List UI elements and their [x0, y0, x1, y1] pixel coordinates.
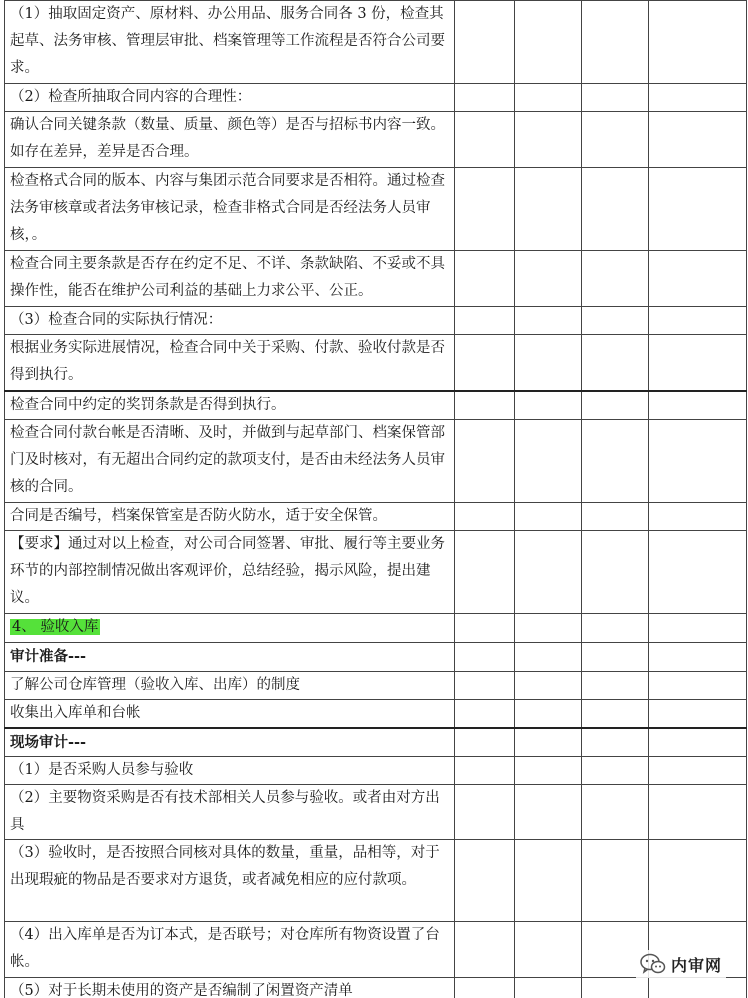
item-text: （1）是否采购人员参与验收	[10, 761, 194, 778]
check-cell[interactable]	[582, 784, 649, 839]
check-cell[interactable]	[455, 307, 515, 335]
item-text: （3）验收时，是否按照合同核对具体的数量，重量，品相等，对于出现瑕疵的物品是否要求对方退货，或者减免相应的应付款项。	[10, 844, 440, 888]
check-cell[interactable]	[515, 530, 582, 613]
item-cell	[5, 419, 455, 502]
check-cell[interactable]	[582, 530, 649, 613]
item-text: 【要求】通过对以上检查，对公司合同签署、审批、履行等主要业务环节的内部控制情况做出客观评价，总结经验，揭示风险，提出建议。	[10, 535, 445, 606]
table-row	[5, 642, 747, 671]
table-row	[5, 335, 747, 391]
table-row	[5, 530, 747, 613]
item-text: 检查格式合同的版本、内容与集团示范合同要求是否相符。通过检查法务审核章或者法务审核记录，检查非格式合同是否经法务人员审核，。	[10, 173, 445, 243]
check-cell[interactable]	[582, 168, 649, 251]
item-text: 检查合同中约定的奖罚条款是否得到执行。	[10, 396, 286, 413]
check-cell[interactable]	[455, 168, 515, 251]
check-cell[interactable]	[515, 784, 582, 839]
check-cell[interactable]	[515, 728, 582, 757]
check-cell[interactable]	[515, 112, 582, 168]
check-cell[interactable]	[582, 251, 649, 307]
table-row	[5, 699, 747, 728]
check-cell[interactable]	[515, 671, 582, 699]
check-cell[interactable]	[515, 251, 582, 307]
check-cell[interactable]	[649, 613, 747, 642]
check-cell[interactable]	[515, 699, 582, 728]
watermark-text: 内审网	[670, 955, 722, 975]
item-cell	[5, 839, 455, 921]
watermark	[636, 950, 726, 978]
item-cell	[5, 756, 455, 784]
check-cell[interactable]	[649, 335, 747, 391]
check-cell[interactable]	[515, 756, 582, 784]
table-row	[5, 502, 747, 530]
item-cell	[5, 699, 455, 728]
item-cell	[5, 112, 455, 168]
table-row	[5, 1, 747, 84]
table-row	[5, 613, 747, 642]
check-cell[interactable]	[515, 335, 582, 391]
table-row	[5, 251, 747, 307]
check-cell[interactable]	[455, 977, 515, 998]
item-text: 根据业务实际进展情况，检查合同中关于采购、付款、验收付款是否得到执行。	[10, 340, 445, 383]
item-cell	[5, 84, 455, 112]
check-cell[interactable]	[455, 335, 515, 391]
check-cell[interactable]	[515, 921, 582, 977]
subsection-heading: 审计准备---	[10, 647, 87, 665]
check-cell[interactable]	[582, 307, 649, 335]
subsection-heading: 现场审计---	[10, 733, 87, 751]
item-text: 确认合同关键条款（数量、质量、颜色等）是否与招标书内容一致。如存在差异，差异是否合理。	[10, 117, 445, 160]
item-text: 了解公司仓库管理（验收入库、出库）的制度	[10, 676, 300, 693]
check-cell[interactable]	[649, 756, 747, 784]
check-cell[interactable]	[515, 307, 582, 335]
wechat-icon	[640, 952, 666, 976]
table-row	[5, 112, 747, 168]
table-row	[5, 839, 747, 921]
check-cell[interactable]	[455, 530, 515, 613]
item-text: （1）抽取固定资产、原材料、办公用品、服务合同各 3 份，检查其起草、法务审核、管理层审批、档案管理等工作流程是否符合公司要求。	[10, 6, 445, 76]
check-cell[interactable]	[649, 112, 747, 168]
item-text: （5）对于长期未使用的资产是否编制了闲置资产清单	[10, 982, 353, 998]
check-cell[interactable]	[455, 84, 515, 112]
item-cell	[5, 977, 455, 998]
check-cell[interactable]	[455, 502, 515, 530]
item-cell	[5, 642, 455, 671]
table-row	[5, 977, 747, 998]
check-cell[interactable]	[455, 251, 515, 307]
check-cell[interactable]	[649, 1, 747, 84]
check-cell[interactable]	[455, 642, 515, 671]
table-row	[5, 728, 747, 757]
item-cell	[5, 1, 455, 84]
check-cell[interactable]	[649, 977, 747, 998]
table-row	[5, 391, 747, 420]
table-row	[5, 419, 747, 502]
check-cell[interactable]	[582, 671, 649, 699]
check-cell[interactable]	[649, 671, 747, 699]
check-cell[interactable]	[582, 419, 649, 502]
item-cell	[5, 251, 455, 307]
check-cell[interactable]	[515, 168, 582, 251]
check-cell[interactable]	[455, 921, 515, 977]
check-cell[interactable]	[455, 112, 515, 168]
check-cell[interactable]	[582, 977, 649, 998]
check-cell[interactable]	[649, 728, 747, 757]
check-cell[interactable]	[582, 642, 649, 671]
table-row	[5, 84, 747, 112]
check-cell[interactable]	[649, 502, 747, 530]
check-cell[interactable]	[649, 419, 747, 502]
item-cell	[5, 613, 455, 642]
item-cell	[5, 671, 455, 699]
item-cell	[5, 784, 455, 839]
item-cell	[5, 530, 455, 613]
item-cell	[5, 168, 455, 251]
item-cell	[5, 921, 455, 977]
check-cell[interactable]	[515, 977, 582, 998]
check-cell[interactable]	[582, 84, 649, 112]
item-text: 检查合同付款台帐是否清晰、及时，并做到与起草部门、档案保管部门及时核对，有无超出合同约定的款项支付，是否由未经法务人员审核的合同。	[10, 424, 445, 495]
check-cell[interactable]	[649, 391, 747, 420]
check-cell[interactable]	[515, 391, 582, 420]
check-cell[interactable]	[455, 419, 515, 502]
check-cell[interactable]	[582, 728, 649, 757]
item-cell	[5, 335, 455, 391]
check-cell[interactable]	[582, 1, 649, 84]
check-cell[interactable]	[582, 335, 649, 391]
item-text: 收集出入库单和台帐	[10, 704, 141, 721]
item-text: 检查合同主要条款是否存在约定不足、不详、条款缺陷、不妥或不具操作性，能否在维护公司利益的基础上力求公平、公正。	[10, 256, 445, 299]
check-cell[interactable]	[515, 84, 582, 112]
table-row	[5, 756, 747, 784]
item-cell	[5, 728, 455, 757]
check-cell[interactable]	[582, 112, 649, 168]
section-heading: 4、 验收入库	[12, 618, 99, 635]
check-cell[interactable]	[649, 839, 747, 921]
item-text: （3）检查合同的实际执行情况：	[10, 312, 223, 328]
check-cell[interactable]	[515, 839, 582, 921]
check-cell[interactable]	[515, 642, 582, 671]
check-cell[interactable]	[582, 391, 649, 420]
check-cell[interactable]	[582, 502, 649, 530]
table-row	[5, 307, 747, 335]
check-cell[interactable]	[649, 307, 747, 335]
check-cell[interactable]	[582, 756, 649, 784]
check-cell[interactable]	[455, 839, 515, 921]
item-text: （4）出入库单是否为订本式，是否联号；对仓库所有物资设置了台帐。	[10, 926, 440, 970]
table-row	[5, 784, 747, 839]
check-cell[interactable]	[649, 784, 747, 839]
check-cell[interactable]	[515, 613, 582, 642]
table-row	[5, 671, 747, 699]
check-cell[interactable]	[649, 530, 747, 613]
item-cell	[5, 307, 455, 335]
check-cell[interactable]	[515, 1, 582, 84]
check-cell[interactable]	[455, 1, 515, 84]
check-cell[interactable]	[455, 756, 515, 784]
check-cell[interactable]	[455, 699, 515, 728]
check-cell[interactable]	[582, 613, 649, 642]
check-cell[interactable]	[455, 391, 515, 420]
check-cell[interactable]	[649, 251, 747, 307]
item-text: （2）主要物资采购是否有技术部相关人员参与验收。或者由对方出具	[10, 789, 440, 833]
check-cell[interactable]	[455, 728, 515, 757]
item-text: （2）检查所抽取合同内容的合理性：	[10, 89, 252, 105]
check-cell[interactable]	[649, 642, 747, 671]
table-row	[5, 168, 747, 251]
check-cell[interactable]	[649, 84, 747, 112]
check-cell[interactable]	[515, 419, 582, 502]
item-cell	[5, 391, 455, 420]
check-cell[interactable]	[515, 502, 582, 530]
check-cell[interactable]	[649, 699, 747, 728]
audit-checklist-table	[4, 0, 747, 998]
check-cell[interactable]	[455, 613, 515, 642]
check-cell[interactable]	[582, 699, 649, 728]
check-cell[interactable]	[455, 671, 515, 699]
item-cell	[5, 502, 455, 530]
check-cell[interactable]	[649, 168, 747, 251]
check-cell[interactable]	[582, 839, 649, 921]
check-cell[interactable]	[455, 784, 515, 839]
item-text: 合同是否编号，档案保管室是否防火防水，适于安全保管。	[10, 507, 387, 524]
